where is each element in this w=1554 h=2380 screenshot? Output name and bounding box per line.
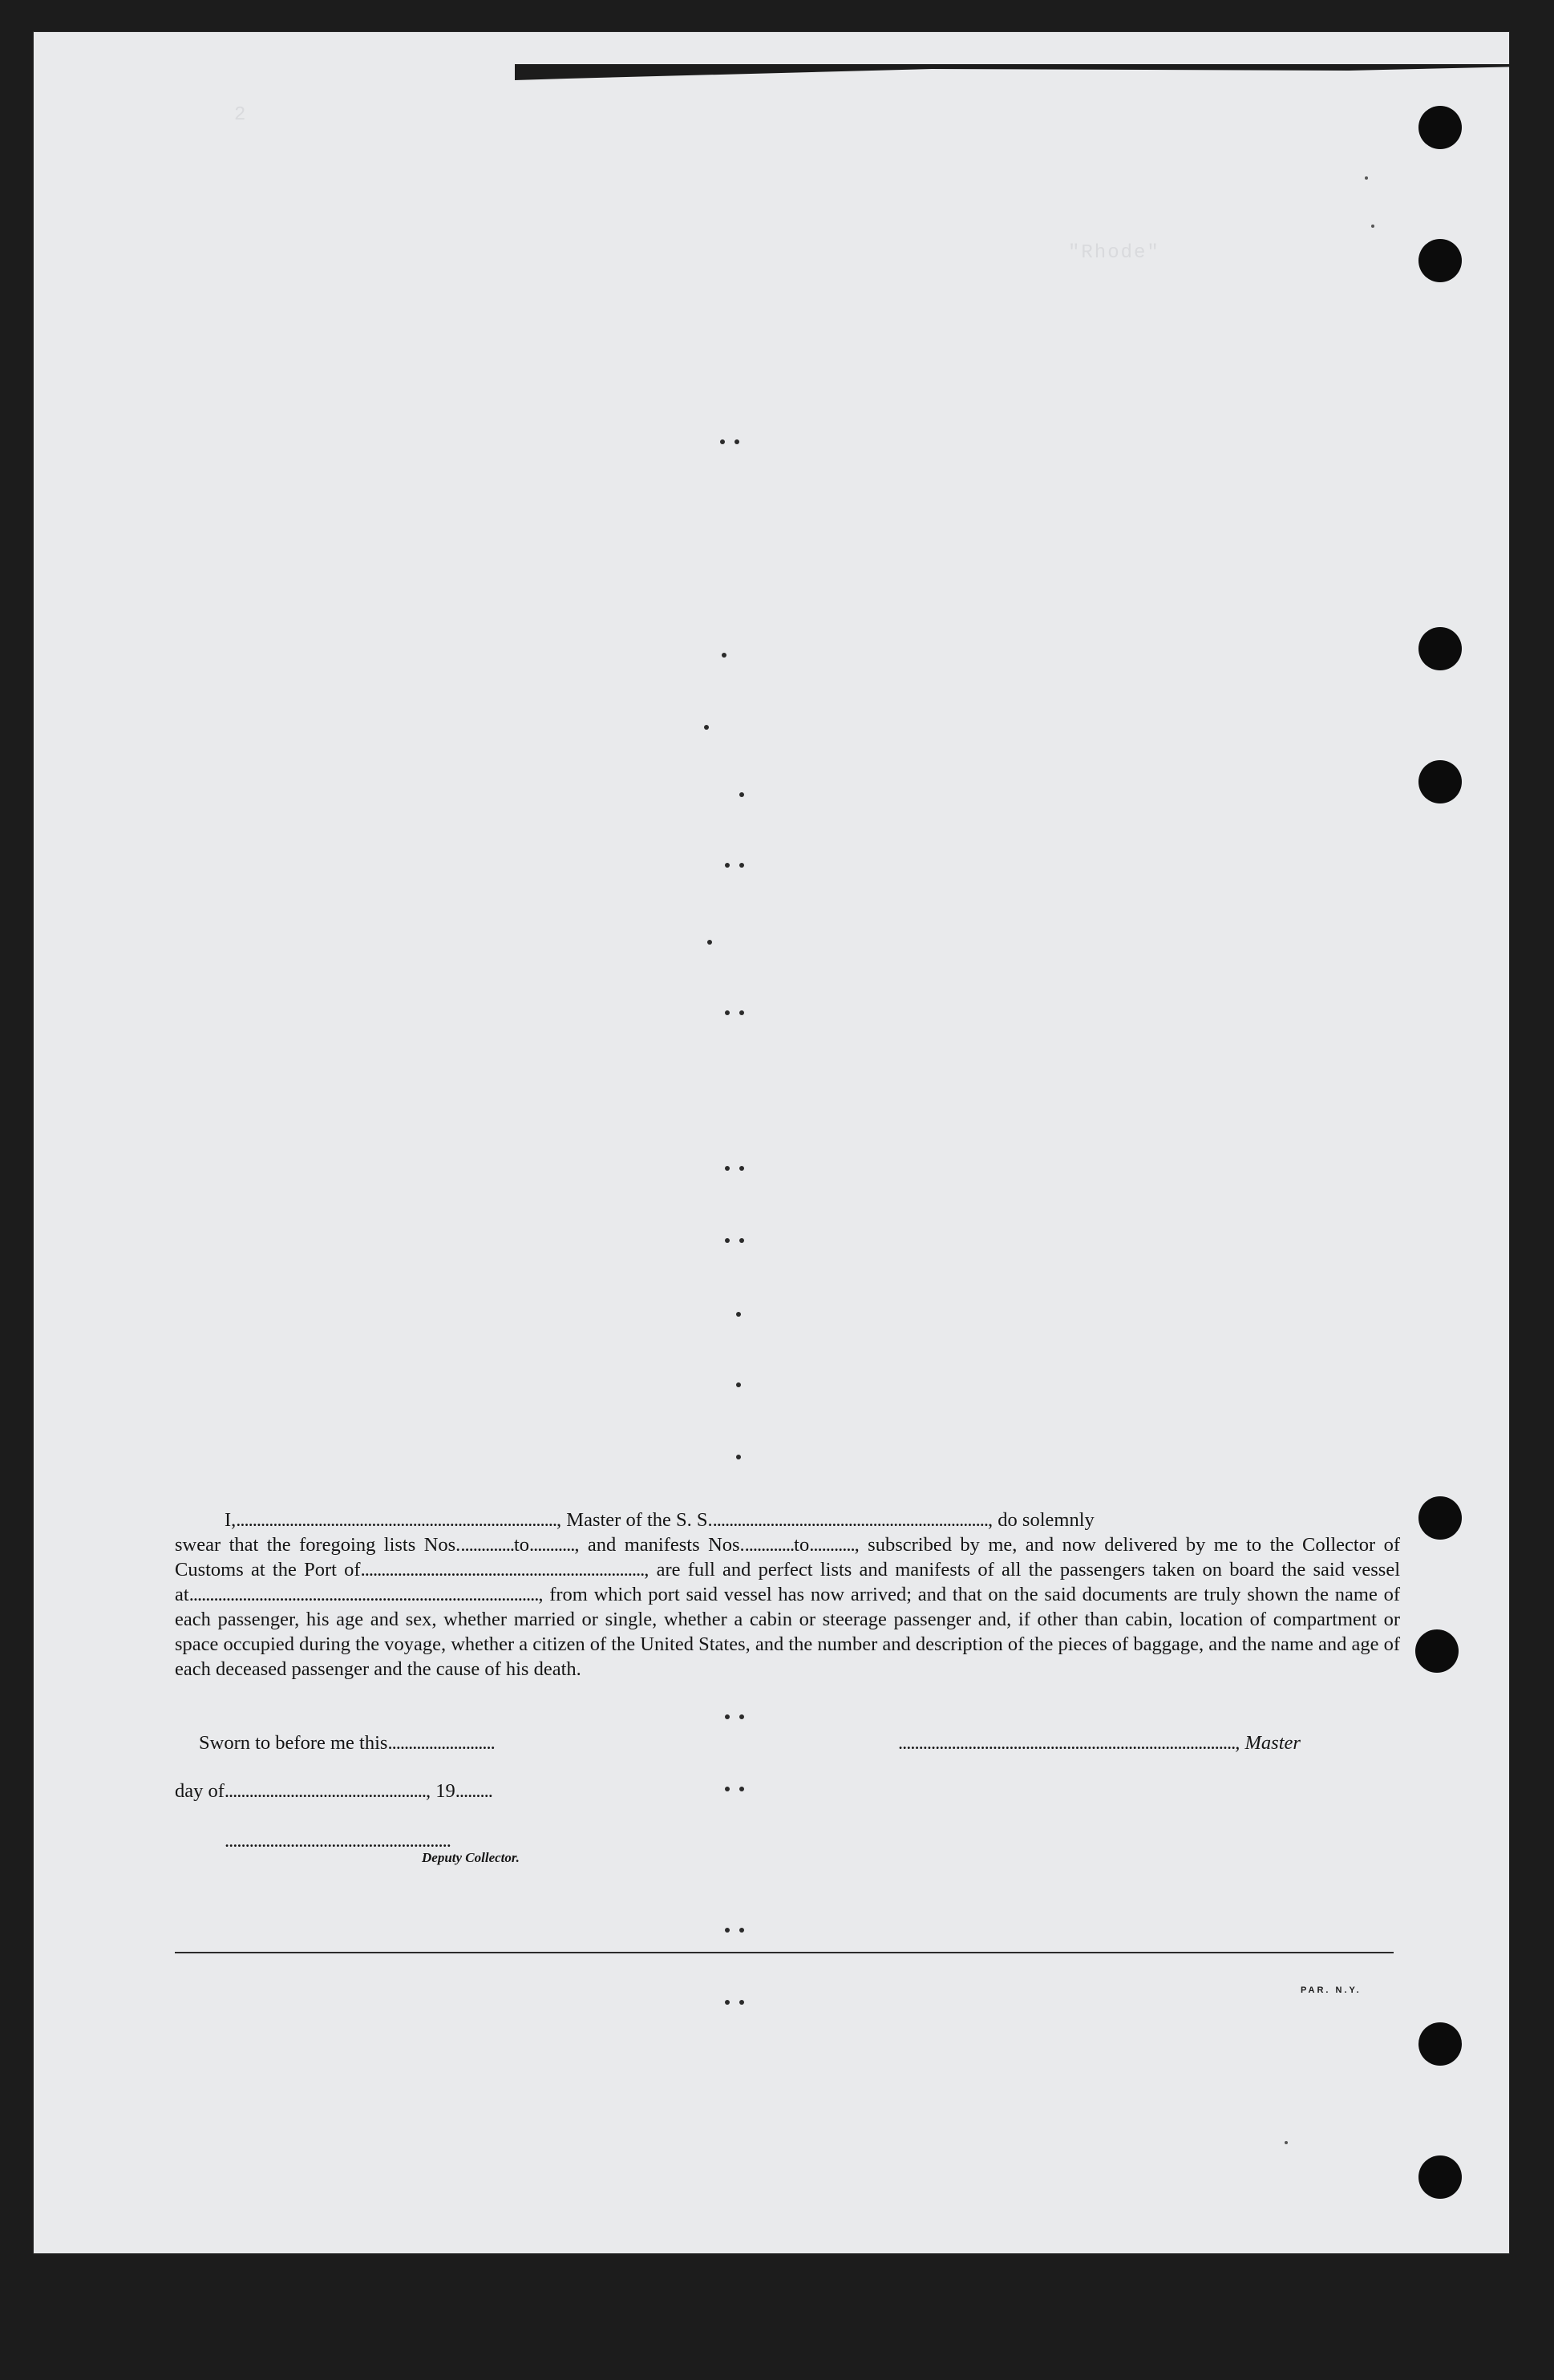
dot-mark [739,1787,744,1791]
dot-mark [739,863,744,868]
dot-mark [725,1238,730,1243]
blank-departure-port: ..................................................................................... [188,1584,539,1605]
oath-master-of: , Master of the S. S. [556,1509,713,1531]
oath-i: I, [225,1509,237,1531]
oath-solemnly: , do solemnly [988,1509,1095,1531]
dot-mark [722,653,726,658]
dot-mark [725,1010,730,1015]
oath-manifests-all: manifests of all the passengers taken on board the said vessel at [175,1559,1401,1605]
dot-mark [725,1787,730,1791]
dot-mark [725,1928,730,1933]
horizontal-rule [175,1952,1394,1953]
punch-hole [1418,627,1462,670]
punch-hole [1418,2155,1462,2199]
oath-paragraph [175,1508,1400,1682]
speck-mark [1285,2141,1288,2144]
dot-mark [707,940,712,945]
deputy-label: Deputy Collector. [422,1850,520,1865]
dot-mark [725,2000,730,2005]
day-label: day of [175,1780,225,1802]
oath-to-1: to [513,1534,529,1556]
blank-list-from: ............. [460,1534,514,1556]
blank-ship-name: ................................................................... [712,1509,989,1531]
document-page [34,32,1509,2253]
dot-mark [739,1928,744,1933]
dot-mark [736,1312,741,1317]
bleed-through-number: 2 [234,104,248,126]
punch-hole [1418,106,1462,149]
dot-mark [735,439,739,444]
speck-mark [1371,225,1374,228]
dot-mark [725,1714,730,1719]
punch-hole [1418,2022,1462,2066]
oath-subscribed: , subscribed by me, and now [854,1534,1096,1556]
day-row [175,1780,492,1803]
oath-from-which: , from which [538,1584,642,1605]
oath-to-2: to [794,1534,810,1556]
sworn-label: Sworn to before me this [199,1732,388,1754]
deputy-line [225,1830,451,1852]
blank-master-name: .............................................................................. [236,1509,557,1531]
blank-day: ................................................. [224,1780,427,1802]
bleed-through-word: "Rhode" [1068,242,1160,264]
dot-mark [720,439,725,444]
master-label: , Master [1235,1732,1301,1754]
oath-manifests: , and manifests Nos. [574,1534,745,1556]
blank-list-to: ........... [529,1534,575,1556]
dot-mark [704,725,709,730]
oath-swear: swear that the foregoing lists Nos. [175,1534,461,1556]
punch-hole [1418,239,1462,282]
torn-edge [515,64,1554,80]
dot-mark [736,1382,741,1387]
oath-remainder: port said vessel has now arrived; and that on the said documents are truly shown the name of each passenger, his age and sex, whether married or single, whether a cabin or steerage passenger and, if other than cabin, location of compartment or space occupied during the voyage, whether a citizen of the United States, and the number and description of the pieces of baggage, and the name and age of each deceased passenger and the cause of his death. [175,1584,1401,1680]
dot-mark [725,1166,730,1171]
punch-hole [1415,1629,1459,1673]
punch-hole [1418,760,1462,803]
blank-year: ......... [455,1780,492,1802]
dot-mark [739,1166,744,1171]
year-label: , 19 [426,1780,455,1802]
dot-mark [736,1455,741,1459]
blank-manifest-to: ........... [809,1534,855,1556]
oath-body [175,1532,1400,1682]
speck-mark [1365,176,1368,180]
master-signature-row [898,1732,1301,1755]
dot-mark [739,792,744,797]
blank-master-signature: .................................................................................. [898,1732,1236,1754]
punch-hole [1418,1496,1462,1540]
dot-mark [739,1010,744,1015]
oath-text [175,1508,1400,1532]
dot-mark [739,2000,744,2005]
printer-mark: PAR. N.Y. [1301,1985,1362,1995]
dot-mark [739,1714,744,1719]
oath-full-lists: , are full and perfect lists and [644,1559,888,1581]
blank-deputy-signature: ....................................................... [225,1830,451,1852]
blank-manifest-from: ............ [744,1534,795,1556]
dot-mark [725,863,730,868]
oath-delivered: delivered by me to the Collector of Customs at the Port of [175,1534,1400,1581]
dot-mark [739,1238,744,1243]
sworn-row [175,1732,495,1755]
blank-sworn-date: .......................... [387,1732,495,1754]
blank-port: ..................................................................... [360,1559,645,1581]
